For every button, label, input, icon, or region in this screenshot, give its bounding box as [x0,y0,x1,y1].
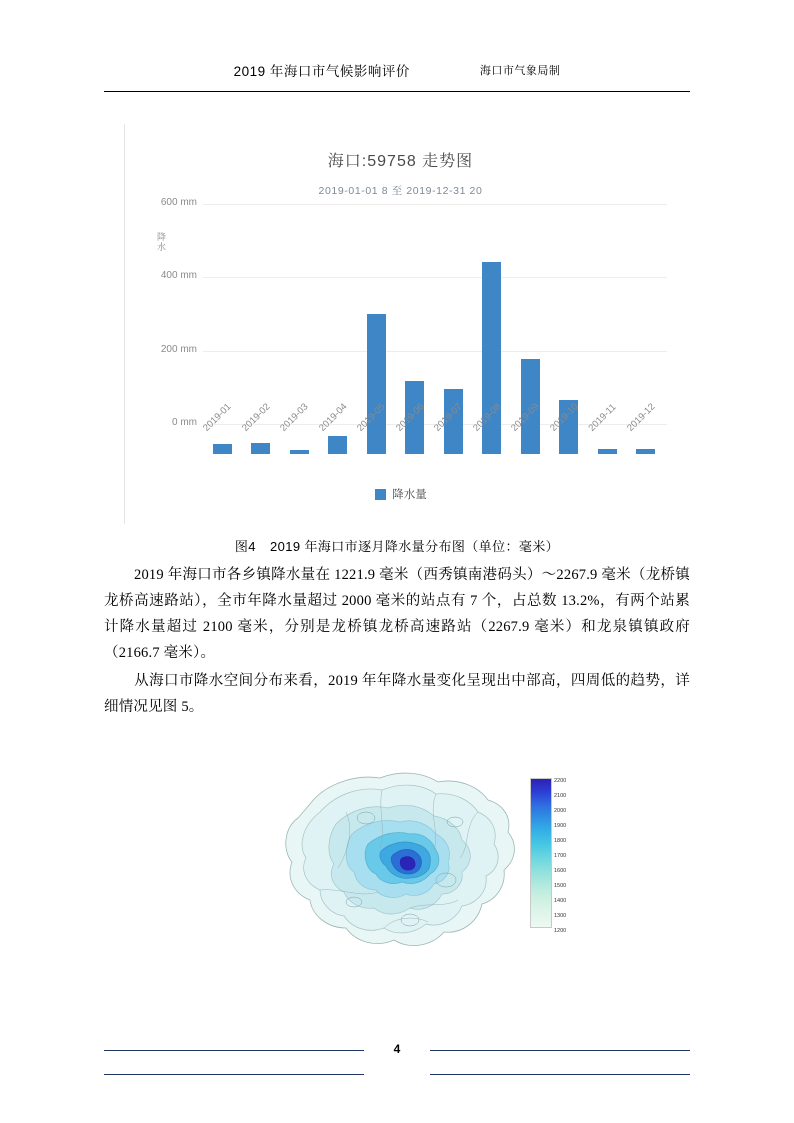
map-legend-tick-label: 1700 [554,853,567,859]
chart-x-label-slot [393,401,435,482]
y-tick-label: 200 mm [160,343,197,355]
page-footer [104,1040,690,1090]
map-legend-tick-label: 2200 [554,778,567,784]
chart-x-label-slot [239,401,281,482]
y-tick-600 [125,197,677,208]
chart-x-tick-label: 2019-05 [355,401,388,434]
header-content [104,60,690,80]
map-legend-tick-label: 1200 [554,928,567,934]
chart-x-tick-label: 2019-10 [547,401,581,434]
header-organization: 海口市气象局制 [479,65,561,77]
chart-x-tick-label: 2019-06 [393,401,427,434]
y-tick-label: 0 mm [172,417,197,428]
body-paragraph-2 [104,668,690,720]
chart-x-label-slot [509,401,550,482]
y-tick-label: 600 mm [160,197,197,208]
figure4-label: 图4 [234,539,256,554]
chart-x-label-slot [201,401,242,482]
map-legend-tick-label: 2000 [554,808,567,814]
chart-title: 海口:59758 走势图 [327,153,474,170]
chart-x-tick-label: 2019-03 [278,401,311,434]
body-paragraph-1 [104,562,690,666]
chart-x-tick-label: 2019-07 [432,401,465,434]
map-legend-tick-label: 2100 [554,793,567,799]
chart-x-tick-label: 2019-12 [624,401,658,434]
paragraph-2-text: 从海口市降水空间分布来看，2019 年年降水量变化呈现出中部高，四周低的趋势，详细情况见图 5。 [104,673,690,715]
page-number: 4 [393,1042,401,1056]
map-legend-tick-label: 1300 [554,913,567,919]
footer-rule [104,1050,364,1051]
header-title: 2019 年海口市气候影响评价 [233,64,410,79]
figure4-caption-text: 2019 年海口市逐月降水量分布图（单位：毫米） [269,539,560,554]
chart-x-axis-labels [201,401,665,482]
paragraph-1-text: 2019 年海口市各乡镇降水量在 1221.9 毫米（西秀镇南港码头）～2267.9 毫米（龙桥镇龙桥高速路站），全市年降水量超过 2000 毫米的站点有 7 个，占总数 13.2%，有两个站累计降水量超过 2100 毫米，分别是龙桥镇龙桥高速路站（2267.9 毫米）和龙泉镇镇政府（2166.7 毫米）。 [104,567,690,661]
precipitation-bar-chart [124,124,676,524]
chart-x-label-slot [624,401,666,482]
figure4-caption [104,536,690,555]
page-header [104,60,690,92]
footer-rule [104,1074,364,1075]
legend-label: 降水量 [392,489,427,501]
map-color-legend-ticks [554,772,584,934]
chart-x-label-slot [470,401,512,482]
chart-subtitle: 2019-01-01 8 至 2019-12-31 20 [318,185,483,197]
chart-x-tick-label: 2019-04 [316,401,350,434]
gridline [203,204,667,205]
footer-rule [430,1074,690,1075]
chart-x-tick-label: 2019-08 [470,401,504,434]
chart-x-label-slot [355,401,396,482]
chart-x-tick-label: 2019-09 [509,401,542,434]
map-legend-tick-label: 1800 [554,838,567,844]
legend-color-swatch [375,489,386,500]
map-legend-tick-label: 1600 [554,868,567,874]
map-legend-tick-label: 1400 [554,898,567,904]
chart-x-label-slot [278,401,319,482]
chart-y-axis-label: 降水 [156,232,166,252]
chart-legend [125,486,677,502]
chart-x-label-slot [432,401,473,482]
map-legend-tick-label: 1500 [554,883,567,889]
chart-x-label-slot [547,401,589,482]
map-zone-2200 [400,857,415,871]
chart-x-tick-label: 2019-02 [239,401,273,434]
chart-x-tick-label: 2019-01 [201,401,234,434]
map-color-legend-bar [530,778,552,928]
chart-x-label-slot [316,401,358,482]
y-tick-label: 400 mm [160,270,197,282]
chart-x-tick-label: 2019-11 [586,401,619,434]
map-legend-tick-label: 1900 [554,823,567,829]
footer-rule [430,1050,690,1051]
chart-x-label-slot [586,401,627,482]
